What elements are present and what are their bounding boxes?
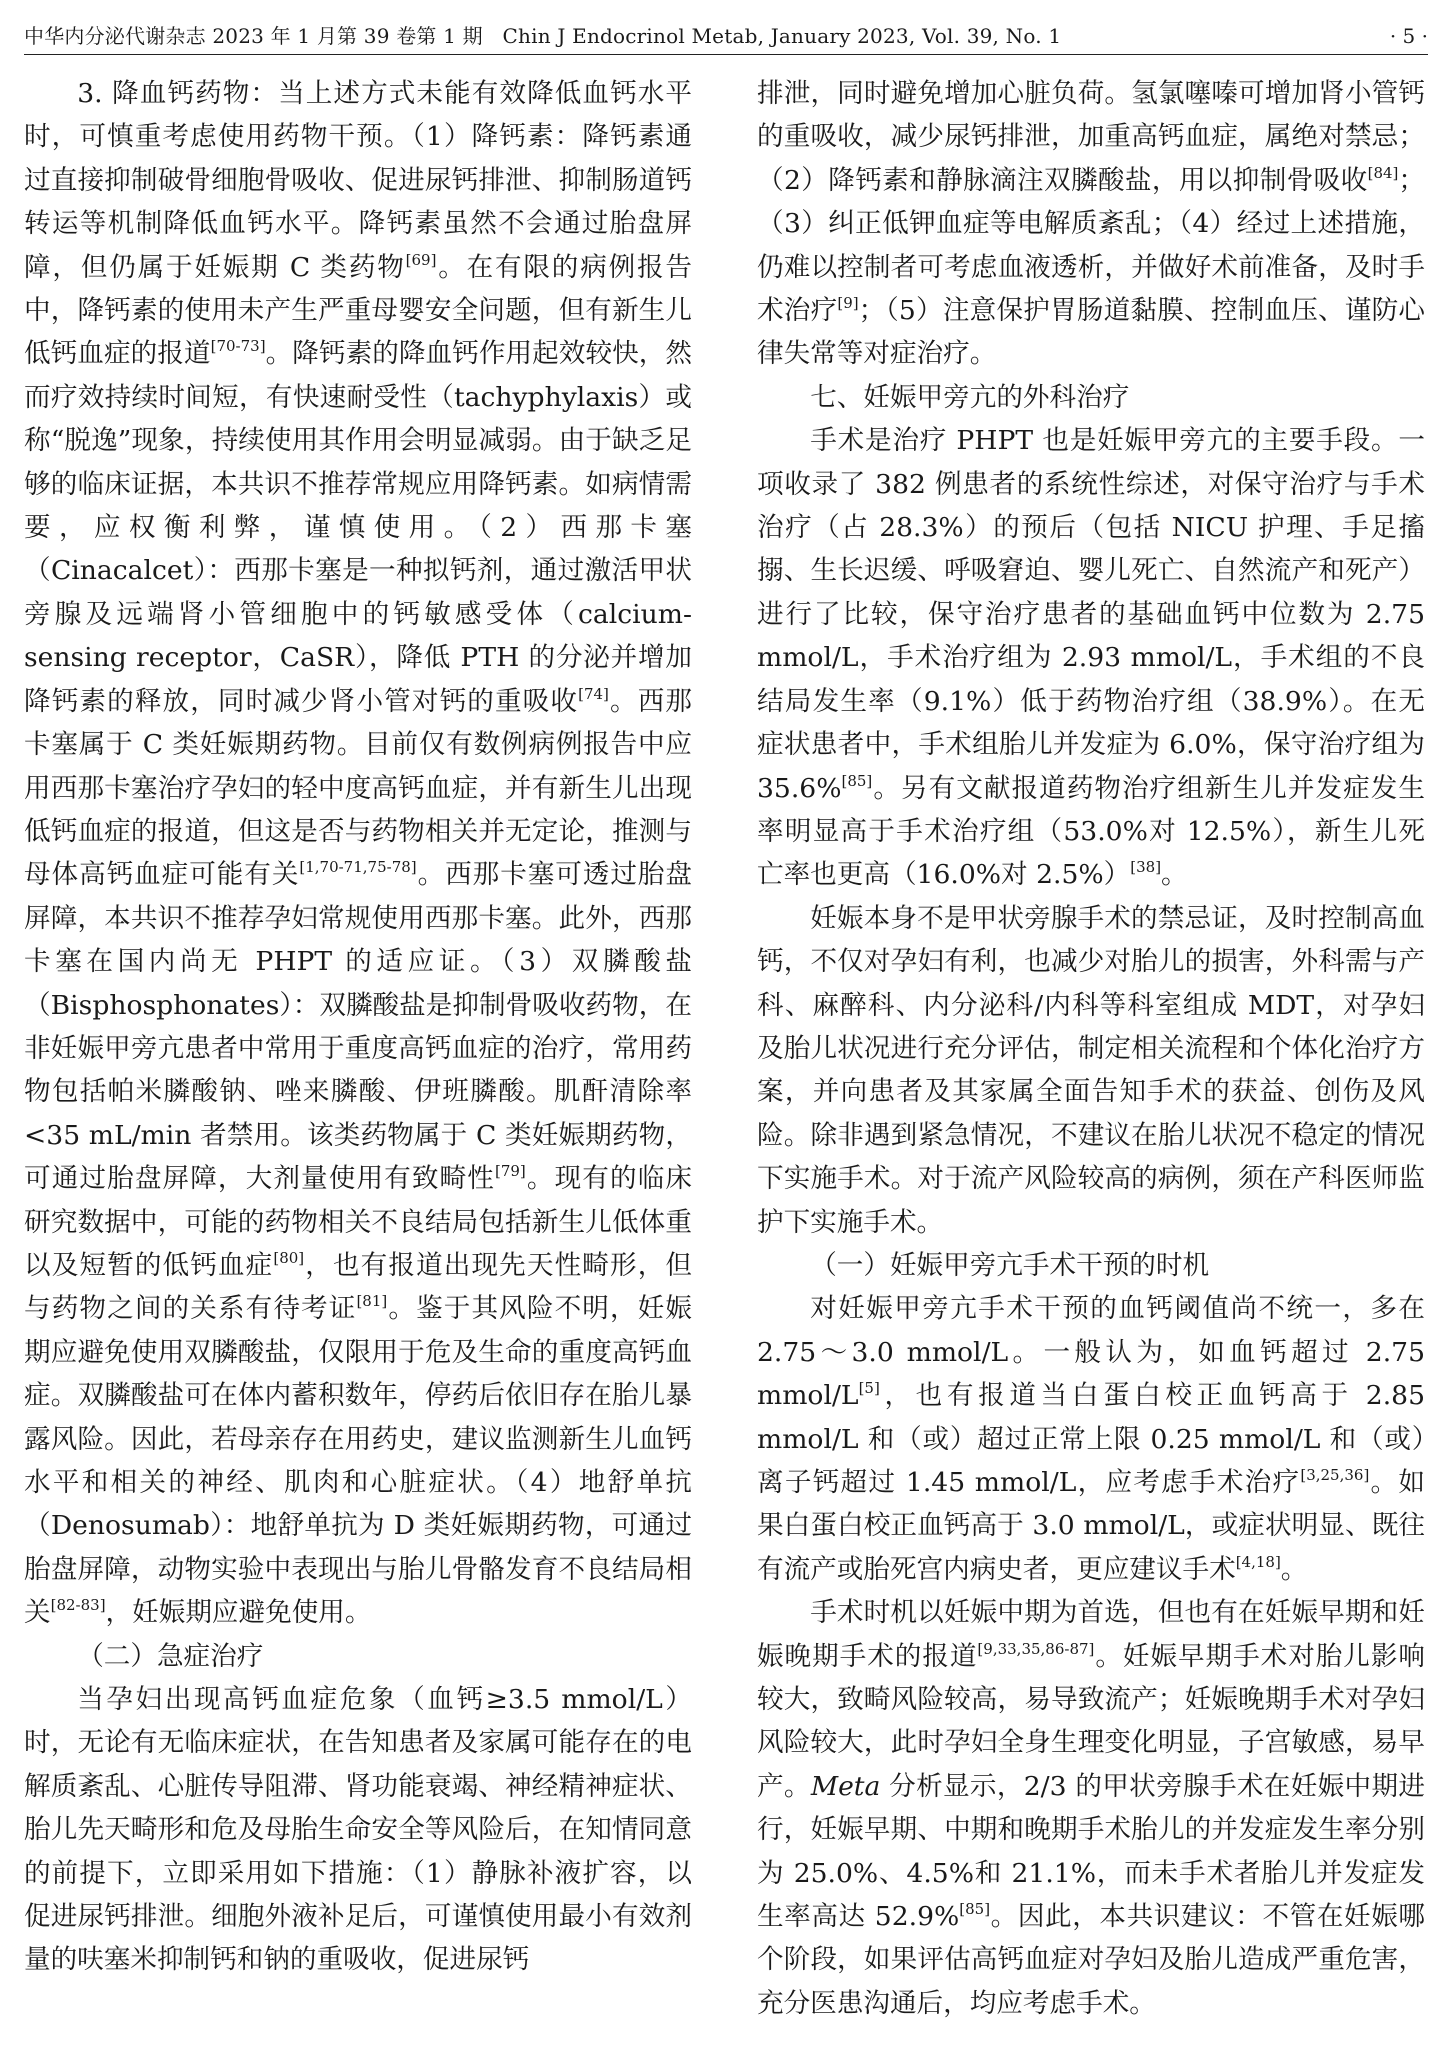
citation[interactable]: [38] [1130,858,1162,877]
journal-citation [24,22,1061,50]
section-heading-emergency: （二）急症治疗 [77,1640,264,1672]
header-rule [24,54,1428,55]
text-run: 对妊娠甲旁亢手术干预的血钙阈值尚不统一，多在 2.75～3.0 mmol/L。一般认为，如血钙超过 2.75 mmol/L [757,1293,1425,1412]
citation[interactable]: [4,18] [1235,1552,1281,1571]
journal-title-en: Chin J Endocrinol Metab, January 2023, Vol. 39, No. 1 [502,24,1062,48]
text-run: 。西那卡塞可透过胎盘屏障，本共识不推荐孕妇常规使用西那卡塞。此外，西那卡塞在国内尚无 PHPT 的适应证。（3）双膦酸盐（Bisphosphonates）：双膦酸盐是抑制骨吸收药物，在非妊娠甲旁亢患者中常用于重度高钙血症的治疗，常用药物包括帕米膦酸钠、唑来膦酸、伊班膦酸。肌酐清除率<35 mL/min 者禁用。该类药物属于 C 类妊娠期药物，可通过胎盘屏障，大剂量使用有致畸性 [24,859,692,1195]
citation[interactable]: [3,25,36] [1300,1466,1370,1484]
text-run: ；（5）注意保护胃肠道黏膜、控制血压、谨防心律失常等对症治疗。 [757,295,1425,370]
text-run: ，也有报道当白蛋白校正血钙高于 2.85 mmol/L 和（或）超过正常上限 0.25 mmol/L 和（或）离子钙超过 1.45 mmol/L，应考虑手术治疗 [757,1380,1425,1498]
citation[interactable]: [74] [578,684,609,703]
left-column [24,72,692,1982]
text-run: 手术时机以妊娠中期为首选，但也有在妊娠早期和妊娠晚期手术的报道 [757,1597,1425,1672]
text-run: 3. 降血钙药物：当上述方式未能有效降低血钙水平时，可慎重考虑使用药物干预。（1）降钙素：降钙素通过直接抑制破骨细胞骨吸收、促进尿钙排泄、抑制肠道钙转运等机制降低血钙水平。降钙素虽然不会通过胎盘屏障，但仍属于妊娠期 C 类药物 [24,78,692,283]
text-run: 分析显示，2/3 的甲状旁腺手术在妊娠中期进行，妊娠早期、中期和晚期手术胎儿的并发症发生率分别为 25.0%、4.5%和 21.1%，而未手术者胎儿并发症发生率高达 52.9% [757,1770,1425,1933]
citation[interactable]: [85] [841,771,873,790]
text-run: 。降钙素的降血钙作用起效较快，然而疗效持续时间短，有快速耐受性（tachyphylaxis）或称“脱逸”现象，持续使用其作用会明显减弱。由于缺乏足够的临床证据，本共识不推荐常规应用降钙素。如病情需要，应权衡利弊，谨慎使用。（2）西那卡塞（Cinacalcet）：西那卡塞是一种拟钙剂，通过激活甲状旁腺及远端肾小管细胞中的钙敏感受体（calcium-sensing receptor，CaSR），降低 PTH 的分泌并增加降钙素的释放，同时减少肾小管对钙的重吸收 [24,338,693,717]
journal-title-cn: 中华内分泌代谢杂志 2023 年 1 月第 39 卷第 1 期 [24,24,483,48]
paragraph-threshold [757,1287,1425,1591]
paragraph-emergency-treatment: 当孕妇出现高钙血症危象（血钙≥3.5 mmol/L）时，无论有无临床症状，在告知患者及家属可能存在的电解质紊乱、心脏传导阻滞、肾功能衰竭、神经精神症状、胎儿先天畸形和危及母胎生命安全等风险后，在知情同意的前提下，立即采用如下措施：（1）静脉补液扩容，以促进尿钙排泄。细胞外液补足后，可谨慎使用最小有效剂量的呋塞米抑制钙和钠的重吸收，促进尿钙 [24,1684,692,1976]
page-number: · 5 · [1389,24,1428,48]
citation[interactable]: [9,33,35,86-87] [977,1639,1095,1658]
meta-term: Meta [810,1770,881,1802]
right-column [757,72,1425,2025]
text-run: 。因此，本共识建议：不管在妊娠哪个阶段，如果评估高钙血症对孕妇及胎儿造成严重危害，充分医患沟通后，均应考虑手术。 [757,1901,1426,2019]
citation[interactable]: [84] [1367,163,1399,182]
section-heading-timing: （一）妊娠甲旁亢手术干预的时机 [810,1249,1210,1281]
text-run: 。如果白蛋白校正血钙高于 3.0 mmol/L，或症状明显、既往有流产或胎死宫内病史者，更应建议手术 [757,1467,1425,1585]
text-run: 排泄，同时避免增加心脏负荷。氢氯噻嗪可增加肾小管钙的重吸收，减少尿钙排泄，加重高钙血症，属绝对禁忌；（2）降钙素和静脉滴注双膦酸盐，用以抑制骨吸收 [757,78,1425,196]
citation[interactable]: [70-73] [210,337,266,356]
text-run: 。另有文献报道药物治疗组新生儿并发症发生率明显高于手术治疗组（53.0%对 12.5%），新生儿死亡率也更高（16.0%对 2.5%） [757,772,1425,891]
text-run: 手术是治疗 PHPT 也是妊娠甲旁亢的主要手段。一项收录了 382 例患者的系统性综述，对保守治疗与手术治疗（占 28.3%）的预后（包括 NICU 护理、手足搐搦、生长迟缓、呼吸窘迫、婴儿死亡、自然流产和死产）进行了比较，保守治疗患者的基础血钙中位数为 2.75 mmol/L，手术治疗组为 2.93 mmol/L，手术组的不良结局发生率（9.1%）低于药物治疗组（38.9%）。在无症状患者中，手术组胎儿并发症为 6.0%，保守治疗组为 35.6% [757,425,1425,804]
citation[interactable]: [79] [494,1162,526,1181]
text-run: ，妊娠期应避免使用。 [105,1597,372,1629]
text-run: 。现有的临床研究数据中，可能的药物相关不良结局包括新生儿低体重以及短暂的低钙血症 [24,1163,693,1281]
paragraph-emergency-continued [757,72,1425,376]
paragraph-hypocalcemic-drugs [24,72,692,1635]
text-run: 。 [1161,859,1188,891]
citation[interactable]: [80] [273,1248,305,1267]
running-header [24,22,1428,50]
text-run: 。 [1280,1553,1308,1585]
citation[interactable]: [81] [356,1292,388,1311]
citation[interactable]: [82-83] [50,1596,106,1615]
citation[interactable]: [5] [858,1379,880,1398]
paragraph-surgery-review [757,419,1425,896]
text-run: 。妊娠早期手术对胎儿影响较大，致畸风险较高，易导致流产；妊娠晚期手术对孕妇风险较大，此时孕妇全身生理变化明显，子宫敏感，易早产。 [757,1640,1426,1802]
section-heading-surgery: 七、妊娠甲旁亢的外科治疗 [810,381,1130,413]
text-run: 。西那卡塞属于 C 类妊娠期药物。目前仅有数例病例报告中应用西那卡塞治疗孕妇的轻中度高钙血症，并有新生儿出现低钙血症的报道，但这是否与药物相关并无定论，推测与母体高钙血症可能有关 [24,685,693,891]
paragraph-timing [757,1591,1425,2025]
citation[interactable]: [1,70-71,75-78] [299,858,417,877]
citation[interactable]: [9] [837,294,859,313]
text-run: ，也有报道出现先天性畸形，但与药物之间的关系有待考证 [24,1249,693,1325]
citation[interactable]: [69] [405,250,437,269]
citation[interactable]: [85] [959,1900,991,1919]
paragraph-surgery-mdt: 妊娠本身不是甲状旁腺手术的禁忌证，及时控制高血钙，不仅对孕妇有利，也减少对胎儿的损害，外科需与产科、麻醉科、内分泌科/内科等科室组成 MDT，对孕妇及胎儿状况进行充分评估，制定相关流程和个体化治疗方案，并向患者及其家属全面告知手术的获益、创伤及风险。除非遇到紧急情况，不建议在胎儿状况不稳定的情况下实施手术。对于流产风险较高的病例，须在产科医师监护下实施手术。 [757,902,1425,1238]
text-run: ；（3）纠正低钾血症等电解质紊乱；（4）经过上述措施，仍难以控制者可考虑血液透析，并做好术前准备，及时手术治疗 [757,164,1425,327]
text-run: 。鉴于其风险不明，妊娠期应避免使用双膦酸盐，仅限用于危及生命的重度高钙血症。双膦酸盐可在体内蓄积数年，停药后依旧存在胎儿暴露风险。因此，若母亲存在用药史，建议监测新生儿血钙水平和相关的神经、肌肉和心脏症状。（4）地舒单抗（Denosumab）：地舒单抗为 D 类妊娠期药物，可通过胎盘屏障，动物实验中表现出与胎儿骨骼发育不良结局相关 [24,1293,692,1629]
text-run: 。在有限的病例报告中，降钙素的使用未产生严重母婴安全问题，但有新生儿低钙血症的报道 [24,251,692,370]
